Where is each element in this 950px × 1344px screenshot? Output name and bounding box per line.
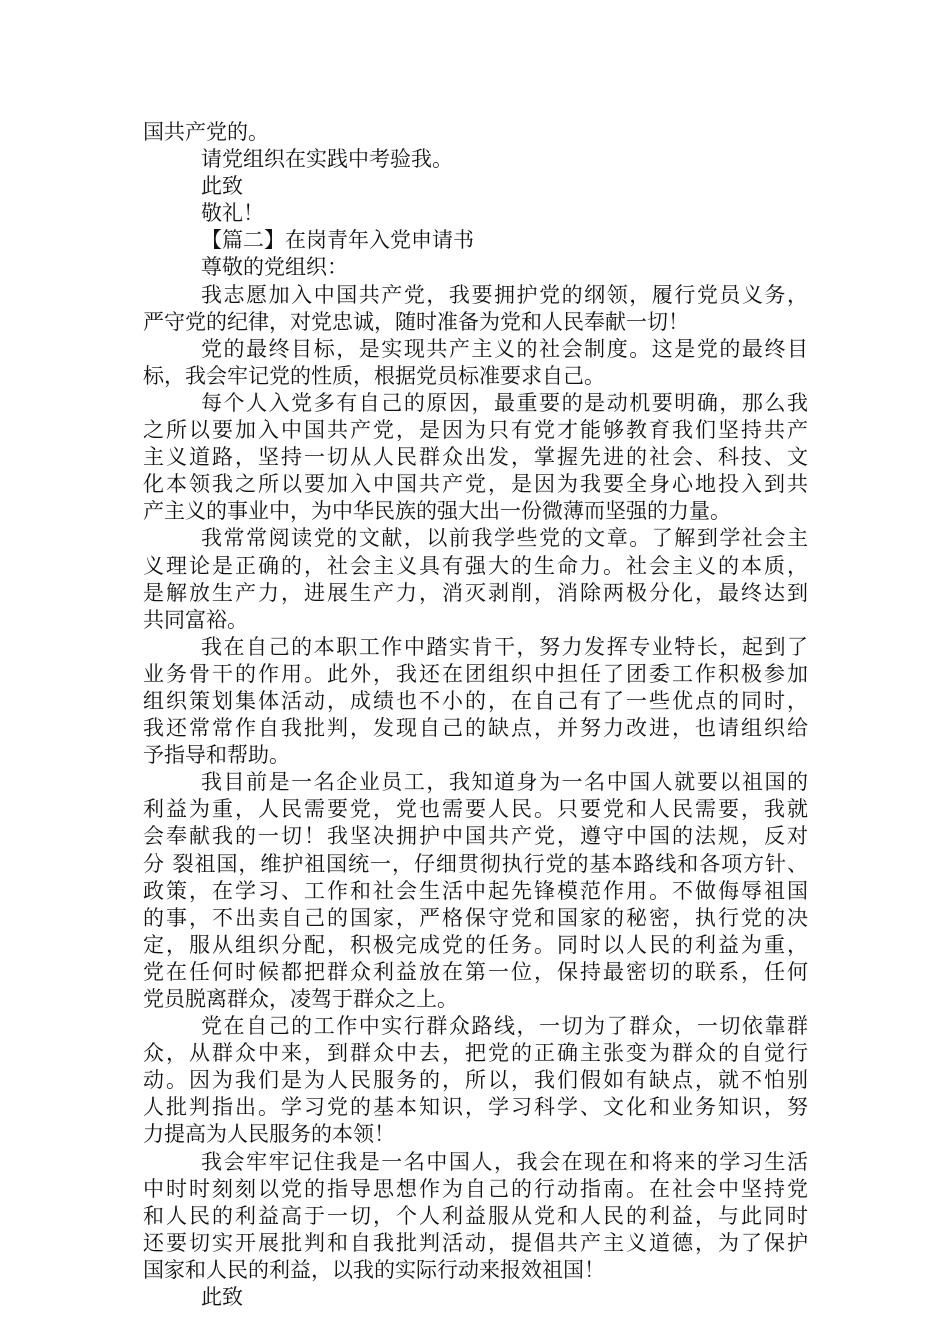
text-line: 化本领我之所以要加入中国共产党，是因为我要全身心地投入到共 [143,472,808,497]
text-line: 人批判指出。学习党的基本知识，学习科学、文化和业务知识，努 [143,1095,808,1120]
text-line: 组织策划集体活动，成绩也不小的，在自己有了一些优点的同时， [143,688,808,713]
text-line: 【篇二】在岗青年入党申请书 [201,228,474,253]
text-line: 我常常阅读党的文献，以前我学些党的文章。了解到学社会主 [201,526,808,551]
text-line: 予指导和帮助。 [143,743,290,768]
text-line: 业务骨干的作用。此外，我还在团组织中担任了团委工作积极参加 [143,661,808,686]
text-line: 我志愿加入中国共产党，我要拥护党的纲领，履行党员义务， [201,282,808,307]
text-line: 和人民的利益高于一切，个人利益服从党和人民的利益，与此同时 [143,1203,808,1228]
text-line: 是解放生产力，进展生产力，消灭剥削，消除两极分化，最终达到 [143,580,808,605]
text-line: 尊敬的党组织： [201,255,348,280]
text-line: 动。因为我们是为人民服务的，所以，我们假如有缺点，就不怕别 [143,1068,808,1093]
text-line: 利益为重，人民需要党，党也需要人民。只要党和人民需要，我就 [143,797,808,822]
text-line: 此致 [201,1285,243,1310]
text-line: 敬礼！ [201,201,264,226]
text-line: 定，服从组织分配，积极完成党的任务。同时以人民的利益为重， [143,932,808,957]
text-line: 请党组织在实践中考验我。 [201,147,453,172]
text-line: 产主义的事业中，为中华民族的强大出一份微薄而坚强的力量。 [143,499,731,524]
text-line: 我会牢牢记住我是一名中国人，我会在现在和将来的学习生活 [201,1149,808,1174]
text-line: 标，我会牢记党的性质，根据党员标准要求自己。 [143,363,605,388]
text-line: 主义道路，坚持一切从人民群众出发，掌握先进的社会、科技、文 [143,445,808,470]
text-line: 的事，不出卖自己的国家，严格保守党和国家的秘密，执行党的决 [143,905,808,930]
text-line: 会奉献我的一切！我坚决拥护中国共产党，遵守中国的法规，反对 [143,824,808,849]
text-line: 党在任何时候都把群众利益放在第一位，保持最密切的联系，任何 [143,959,808,984]
text-line: 我目前是一名企业员工，我知道身为一名中国人就要以祖国的 [201,770,808,795]
text-line: 党的最终目标，是实现共产主义的社会制度。这是党的最终目 [201,336,808,361]
text-line: 众，从群众中来，到群众中去，把党的正确主张变为群众的自觉行 [143,1041,808,1066]
text-line: 每个人入党多有自己的原因，最重要的是动机要明确，那么我 [201,390,808,415]
text-line: 义理论是正确的，社会主义具有强大的生命力。社会主义的本质， [143,553,808,578]
text-line: 中时时刻刻以党的指导思想作为自己的行动指南。在社会中坚持党 [143,1176,808,1201]
text-line: 分 裂祖国，维护祖国统一，仔细贯彻执行党的基本路线和各项方针、 [143,851,808,876]
text-line: 党员脱离群众，凌驾于群众之上。 [143,987,458,1011]
text-line: 我在自己的本职工作中踏实肯干，努力发挥专业特长，起到了 [201,634,808,659]
text-line: 此致 [201,174,243,199]
text-line: 国共产党的。 [143,120,269,144]
text-line: 之所以要加入中国共产党，是因为只有党才能够教育我们坚持共产 [143,418,808,443]
text-line: 还要切实开展批判和自我批判活动，提倡共产主义道德，为了保护 [143,1230,808,1255]
text-line: 国家和人民的利益，以我的实际行动来报效祖国！ [143,1257,605,1282]
text-line: 党在自己的工作中实行群众路线，一切为了群众，一切依靠群 [201,1014,808,1039]
text-line: 共同富裕。 [143,607,248,632]
text-line: 力提高为人民服务的本领！ [143,1122,395,1147]
text-line: 严守党的纪律，对党忠诚，随时准备为党和人民奉献一切！ [143,309,689,334]
text-line: 政策，在学习、工作和社会生活中起先锋模范作用。不做侮辱祖国 [143,878,808,903]
document-body [143,119,808,1311]
text-line: 我还常常作自我批判，发现自己的缺点，并努力改进，也请组织给 [143,716,808,741]
